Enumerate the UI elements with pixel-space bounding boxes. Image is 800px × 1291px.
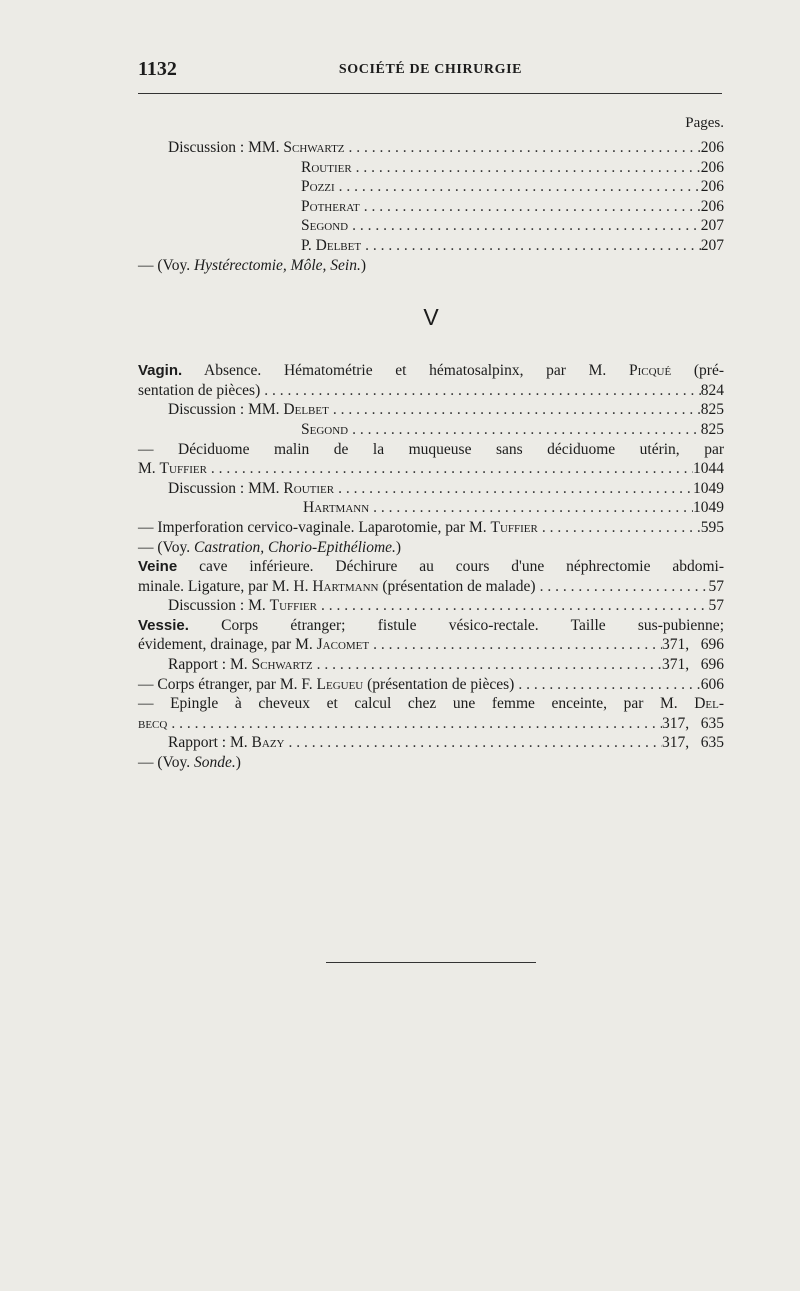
page-number: 1132	[138, 58, 177, 80]
header-rule	[138, 93, 722, 94]
see-also-line: — (Voy. Sonde.)	[138, 754, 241, 772]
index-entry: Segond . . . 207	[138, 216, 724, 236]
index-entry: évidement, drainage, par M. Jacomet . . . 371, 696	[138, 635, 724, 655]
index-entry: Discussion : MM. Delbet . . . 825	[138, 400, 724, 420]
running-title: SOCIÉTÉ DE CHIRURGIE	[338, 62, 523, 77]
index-entry: minale. Ligature, par M. H. Hartmann (présentation de malade) . . . 57	[138, 577, 724, 597]
index-entry: Routier . . . 206	[138, 158, 724, 178]
index-entry: Discussion : MM. Schwartz . . . 206	[138, 138, 724, 158]
index-entry: Segond . . . 825	[138, 420, 724, 440]
index-entry: — Imperforation cervico-vaginale. Laparotomie, par M. Tuffier . . . 595	[138, 518, 724, 538]
index-entry: Pozzi . . . 206	[138, 177, 724, 197]
index-entry: Discussion : M. Tuffier . . . 57	[138, 596, 724, 616]
index-entry: Discussion : MM. Routier . . . 1049	[138, 479, 724, 499]
section-letter: V	[423, 304, 439, 331]
index-subentry: — Déciduome malin de la muqueuse sans déciduome utérin, par	[138, 440, 724, 458]
page-header	[138, 56, 723, 86]
pages-column-label: Pages.	[685, 115, 724, 131]
see-also-line: — (Voy. Hystérectomie, Môle, Sein.)	[138, 256, 367, 274]
index-entry: Rapport : M. Schwartz . . . 371, 696	[138, 655, 724, 675]
index-heading-vessie: Vessie. Corps étranger; fistule vésico-rectale. Taille sus-pubienne;	[138, 616, 724, 634]
end-rule	[326, 962, 536, 963]
index-entry: — Corps étranger, par M. F. Legueu (présentation de pièces) . . . 606	[138, 675, 724, 695]
index-entry: becq . . . 317, 635	[138, 714, 724, 734]
index-heading-veine: Veine cave inférieure. Déchirure au cours d'une néphrectomie abdomi-	[138, 558, 725, 576]
see-also-line: — (Voy. Castration, Chorio-Epithéliome.)	[138, 538, 402, 556]
index-entry: P. Delbet . . . 207	[138, 236, 724, 256]
index-entry: M. Tuffier . . . 1044	[138, 459, 724, 479]
index-entry: Hartmann . . . 1049	[138, 498, 724, 518]
index-subentry: — Epingle à cheveux et calcul chez une femme enceinte, par M. Del-	[138, 695, 724, 713]
index-entry: Potherat . . . 206	[138, 197, 724, 217]
index-entry: Rapport : M. Bazy . . . 317, 635	[138, 733, 724, 753]
index-entry: sentation de pièces) . . . 824	[138, 381, 724, 401]
index-heading-vagin: Vagin. Absence. Hématométrie et hématosalpinx, par M. Picqué (pré-	[138, 362, 724, 380]
index-body	[138, 112, 724, 773]
